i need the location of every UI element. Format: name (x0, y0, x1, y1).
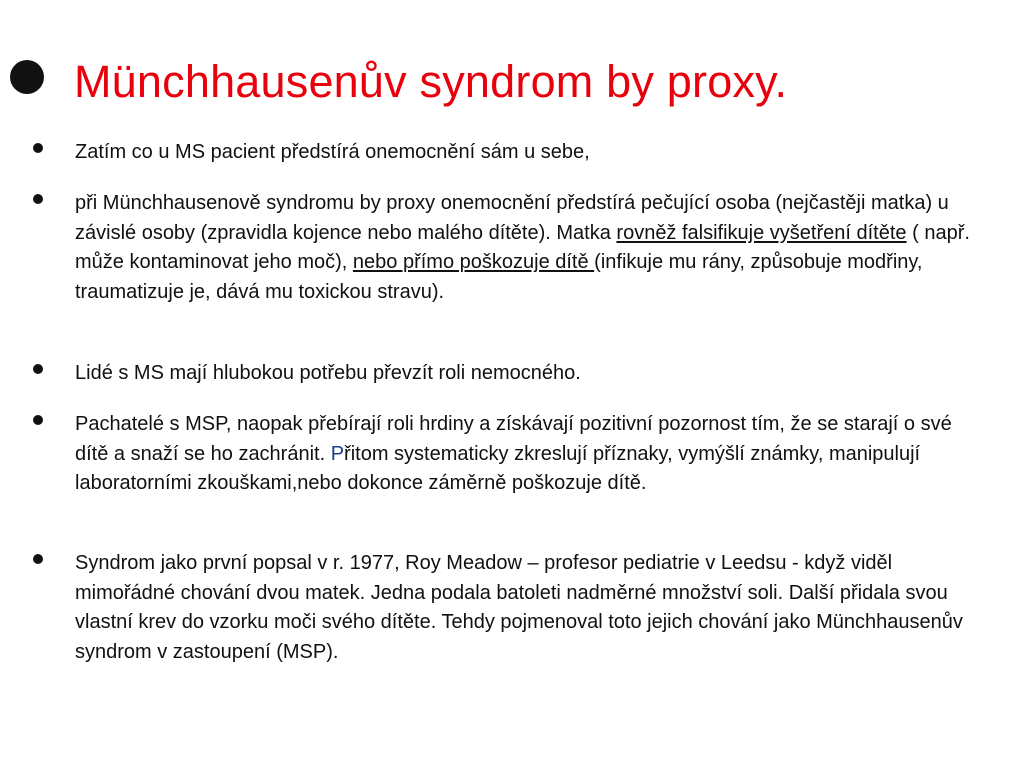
text-part: ( např. může kontaminovat jeho moč), (75, 221, 970, 273)
text-part: (infikuje mu rány, způsobuje modřiny, traumatizuje je, dává mu toxickou stravu). (75, 251, 923, 303)
bullet-icon (33, 415, 43, 425)
title-row (0, 52, 1024, 112)
underlined-text: nebo přímo poškozuje dítě (352, 251, 595, 273)
bullet-icon (33, 364, 43, 374)
title-bullet-icon (10, 60, 44, 94)
text-part: při Münchhausenově syndromu by proxy onemocnění předstírá pečující osoba (nejčastěji matka) u závislé osoby (zpravidla kojence nebo maléh (75, 192, 949, 244)
bullet-icon (33, 143, 43, 153)
blue-letter: P (330, 442, 345, 465)
bullet-text: Lidé s MS mají hlubokou potřebu převzít roli nemocného. (75, 362, 581, 384)
bullet-text: Syndrom jako první popsal v r. 1977, Roy Meadow – profesor pediatrie v Leedsu - když viděl mimořádné chování dvou matek. Jedna podala batoleti nadměrné množství soli. Další přidala svou vlastní krev do vzorku moči svého dítěte. Tehdy pojmenoval toto jejich chování jako Münchhausenův syndrom v zastoupení (MSP). (75, 552, 963, 663)
bullet-text (75, 410, 990, 499)
bullet-icon (33, 554, 43, 564)
bullet-text (75, 189, 990, 307)
text-part: o dítěte). Matka (471, 221, 617, 244)
slide-title: Münchhausenův syndrom by proxy. (74, 56, 788, 107)
bullet-icon (33, 194, 43, 204)
text-part: řitom systematicky zkreslují příznaky, vymýšlí známky, manipulují laboratorními zkouškami,nebo dokonce záměrně poškozuje dítě. (75, 442, 921, 494)
underlined-text: rovněž falsifikuje vyšetření dítěte (616, 221, 907, 244)
text-part: Pachatelé s MSP, naopak přebírají roli hrdiny a získávají pozitivní pozornost tím, že se starají o své dítě a snaží se ho zachránit. (75, 413, 952, 465)
bullet-text: Zatím co u MS pacient předstírá onemocnění sám u sebe, (75, 141, 590, 163)
